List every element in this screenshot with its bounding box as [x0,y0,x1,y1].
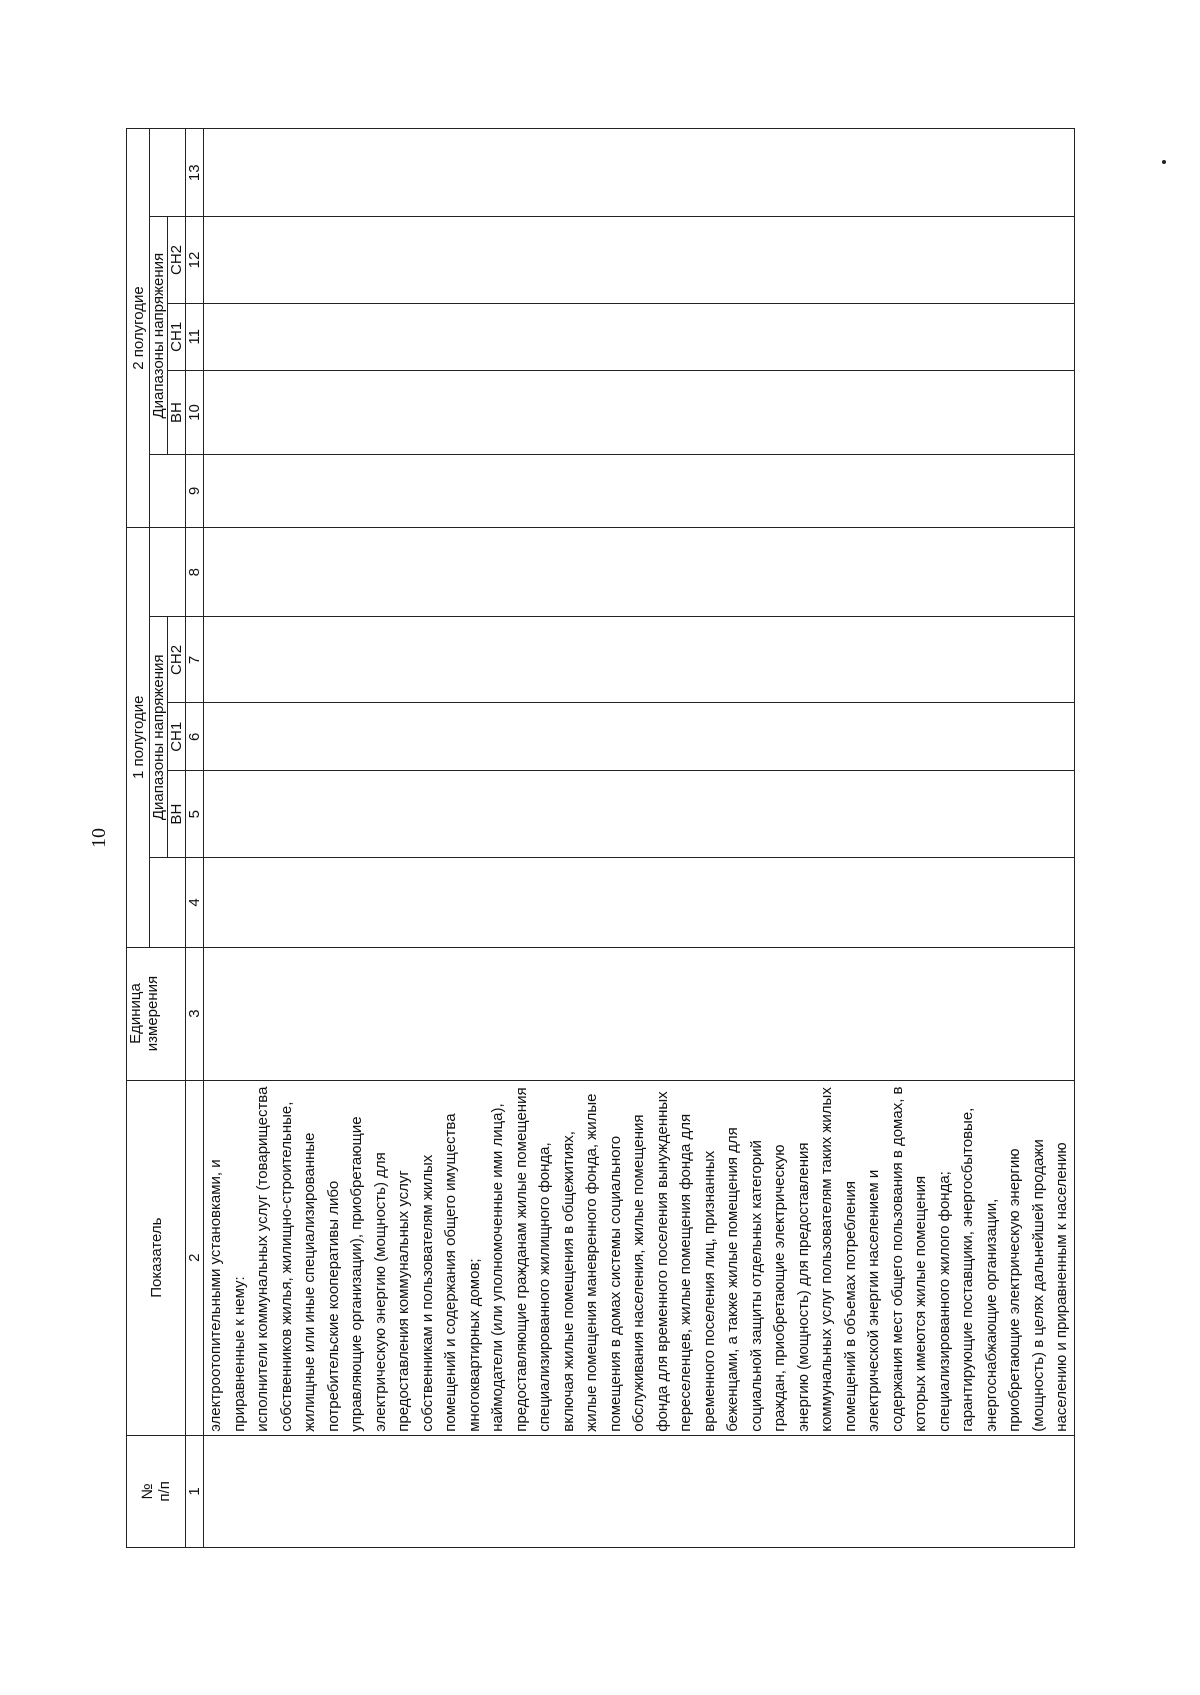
value-cell [204,371,1075,455]
indicator-line: помещения в домах системы социального [606,1135,624,1432]
indicator-line: исполнители коммунальных услуг (товарищества [254,1086,271,1432]
column-number-3: 3 [186,947,204,1080]
header-half1-blank2 [150,527,186,616]
indicator-line: управляющие организации), приобретающие [348,1116,365,1432]
indicator-line: электрическую энергию (мощность) для [371,1152,389,1432]
indicator-line: энергию (мощность) для предоставления [794,1142,812,1432]
indicator-line: приобретающие электрическую энергию [1006,1148,1023,1432]
header-h1-sn1: СН1 [168,703,186,771]
header-half1: 1 полугодие [127,527,150,947]
value-cell [204,858,1075,947]
indicator-line: временного поселения лиц, признанных [700,1150,718,1432]
header-h1-vn: ВН [168,771,186,858]
column-number-8: 8 [186,527,204,616]
indicator-text [204,1080,1075,1435]
header-unit: Единица измерения [127,947,186,1080]
column-number-13: 13 [186,129,204,217]
indicator-line: предоставления коммунальных услуг [395,1170,412,1432]
column-number-9: 9 [186,454,204,527]
indicator-line: потребительские кооперативы либо [324,1180,342,1432]
page-number: 10 [88,828,110,848]
header-half1-voltage-ranges: Диапазоны напряжения [150,617,168,858]
value-cell [204,703,1075,771]
indicator-line: населению и приравненным к населению [1053,1142,1070,1432]
header-h2-sn1: СН1 [168,303,186,371]
indicator-line: наймодатели (или уполномоченные ими лица), [489,1103,506,1432]
indicator-line: многоквартирных домов; [465,1258,483,1432]
indicator-line: переселенцев, жилые помещения фонда для [677,1113,694,1432]
header-h2-vn: ВН [168,371,186,455]
indicator-line: помещений и содержания общего имущества [442,1113,459,1432]
value-cell [204,129,1075,217]
tariff-table [126,128,1075,1548]
column-number-11: 11 [186,303,204,371]
header-half2-voltage-ranges: Диапазоны напряжения [150,217,168,455]
indicator-line: предоставляющие гражданам жилые помещения [512,1087,530,1432]
header-h1-sn2: СН2 [168,617,186,703]
unit-cell [204,947,1075,1080]
column-number-4: 4 [186,858,204,947]
indicator-line: электроотопительными установками, и [207,1159,224,1432]
column-number-10: 10 [186,371,204,455]
indicator-line: социальной защиты отдельных категорий [747,1140,765,1432]
indicator-line: специализированного жилого фонда; [935,1171,953,1432]
column-number-1: 1 [186,1435,204,1547]
header-half2-blank2 [150,129,186,217]
header-half1-blank [150,858,186,947]
header-indicator: Показатель [127,1080,186,1435]
indicator-line: включая жилые помещения в общежитиях, [559,1131,577,1432]
value-cell [204,303,1075,371]
indicator-line: обслуживания населения, жилые помещения [630,1114,647,1432]
indicator-line: беженцами, а также жилые помещения для [724,1127,741,1432]
indicator-line: коммунальных услуг пользователям таких жилых [818,1087,835,1432]
indicator-line: специализированного жилищного фонда, [536,1142,553,1432]
value-cell [204,771,1075,858]
indicator-line: собственников жилья, жилищно-строительные, [277,1101,295,1432]
table-row [204,129,1075,1548]
indicator-line: энергоснабжающие организации, [982,1198,1000,1432]
value-cell [204,527,1075,616]
row-number [204,1435,1075,1547]
value-cell [204,217,1075,303]
header-half2: 2 полугодие [127,129,150,528]
column-number-6: 6 [186,703,204,771]
indicator-line: электрической энергии населением и [865,1169,882,1432]
header-half2-blank [150,454,186,527]
column-number-7: 7 [186,617,204,703]
indicator-line: (мощность) в целях дальнейшей продажи [1029,1139,1047,1432]
indicator-line: жилищные или иные специализированные [301,1132,318,1432]
indicator-line: которых имеются жилые помещения [912,1175,929,1432]
indicator-line: помещений в объемах потребления [841,1180,859,1432]
value-cell [204,617,1075,703]
stray-dot [1162,160,1166,164]
header-row-no: № п/п [127,1435,186,1547]
indicator-line: фонда для временного поселения вынужденных [653,1091,671,1432]
indicator-line: собственникам и пользователям жилых [418,1154,436,1432]
indicator-line: приравненные к нему: [230,1276,248,1432]
indicator-line: жилые помещения маневренного фонда, жилые [583,1093,600,1432]
indicator-line: граждан, приобретающие электрическую [771,1144,788,1432]
column-number-12: 12 [186,217,204,303]
column-number-2: 2 [186,1080,204,1435]
indicator-line: содержания мест общего пользования в домах, в [888,1086,906,1432]
column-number-5: 5 [186,771,204,858]
value-cell [204,454,1075,527]
indicator-line: гарантирующие поставщики, энергосбытовые, [959,1107,976,1432]
rotated-table-container [126,128,1070,1548]
header-h2-sn2: СН2 [168,217,186,303]
